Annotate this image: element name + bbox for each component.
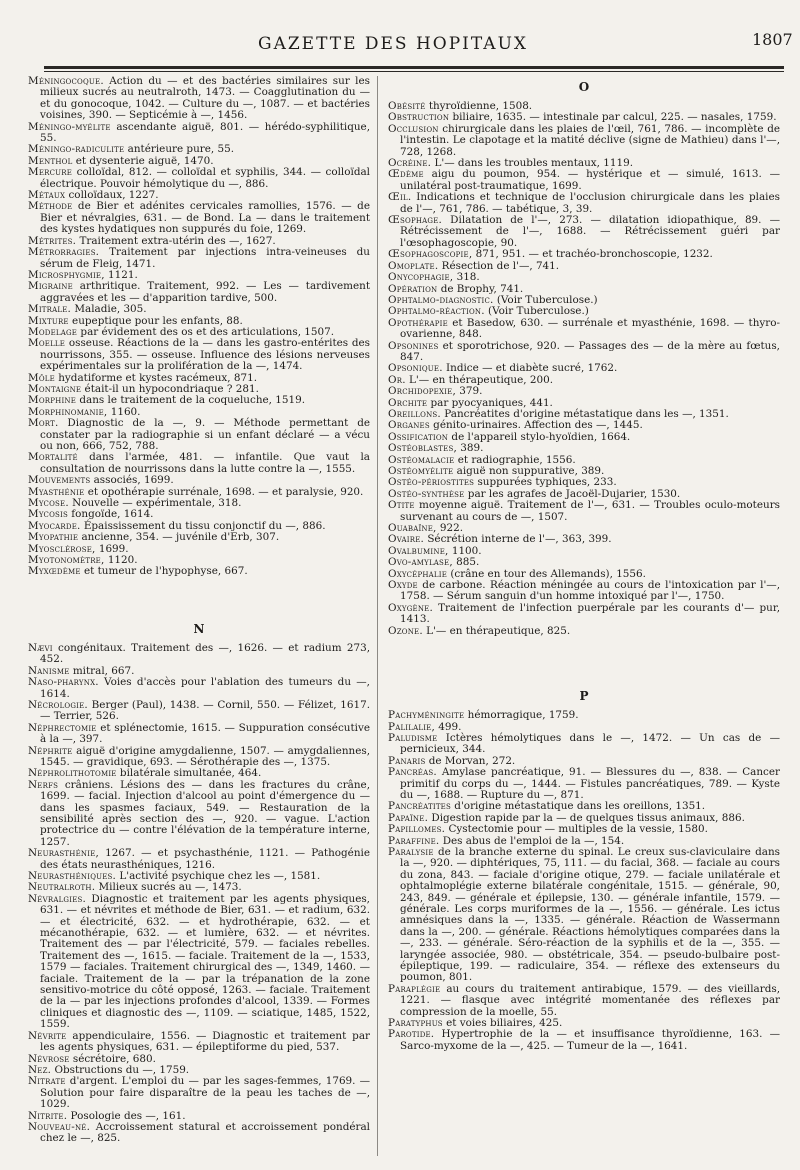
- entry-text: colloïdaux, 1227.: [65, 189, 159, 202]
- entry-text: hémorragique, 1759.: [464, 709, 579, 722]
- entry-headword: Otite: [388, 499, 415, 512]
- entry-headword: Œsophage.: [388, 214, 443, 227]
- index-entry: [28, 643, 370, 666]
- index-entry: [28, 1122, 370, 1145]
- entry-headword: Organes: [388, 419, 430, 432]
- entry-headword: Œsophagoscopie,: [388, 248, 473, 261]
- entry-text: 1267. — et psychasthénie, 1121. — Pathogénie des états neurasthéniques, 1216.: [40, 847, 370, 871]
- page-header: [0, 28, 800, 58]
- section-heading-n: N: [193, 621, 205, 636]
- entry-text: et sporotrichose, 920. — Passages des — de la mère au fœtus, 847.: [400, 339, 780, 363]
- entry-headword: Paludisme: [388, 731, 438, 744]
- entry-text: par pyocyaniques, 441.: [427, 396, 553, 409]
- entry-text: Épaississement du tissu conjonctif du —, 886.: [80, 519, 326, 532]
- o-entries: [388, 101, 780, 637]
- m-entries: [28, 76, 370, 578]
- entry-headword: Nécrologie.: [28, 698, 88, 711]
- entry-text: Cystectomie pour — multiples de la vessie, 1580.: [445, 823, 708, 836]
- index-entry: [28, 338, 370, 372]
- entry-text: 389.: [456, 442, 484, 455]
- entry-headword: Obstruction: [388, 111, 450, 124]
- index-entry: [28, 566, 370, 577]
- entry-text: et splénectomie, 1615. — Suppuration consécutive à la —, 397.: [40, 721, 370, 746]
- entry-headword: Panaris: [388, 754, 426, 767]
- entry-headword: Ostéoblastes,: [388, 442, 457, 455]
- entry-headword: Néphrolithotomie: [28, 767, 117, 780]
- page-number: 1807: [752, 30, 793, 49]
- entry-text: crâniens. Lésions des — dans les fractures du crâne, 1699. — facial. Injection d'alcool au point d'émergence du — dans les spasmes faciaux, 549. — Restauration de la sensibilité après section des —, 920. — vague. L'action protectrice du — contre l'élévation de la température interne, 1257.: [40, 778, 370, 848]
- entry-text: et radiographie, 1556.: [454, 453, 576, 466]
- index-entry: [28, 677, 370, 700]
- entry-headword: Ophtalmo-diagnostic.: [388, 293, 494, 306]
- n-entries: [28, 643, 370, 1145]
- entry-text: Traitement extra-utérin des —, 1627.: [76, 234, 276, 247]
- entry-headword: Mycosis: [28, 508, 68, 521]
- entry-headword: Paratyphus: [388, 1017, 443, 1030]
- left-column: [28, 76, 370, 1145]
- entry-text: de Bier et adénites cervicales ramollies, 1576. — de Bier et névralgies, 631. — de Bond. La — dans le traitement des kystes hydatiques non suppurés du foie, 1269.: [40, 200, 370, 236]
- entry-text: appendiculaire, 1556. — Diagnostic et traitement par les agents physiques, 631. — épileptiforme du pied, 537.: [40, 1029, 370, 1054]
- entry-text: fongoïde, 1614.: [68, 508, 154, 521]
- entry-text: 379.: [455, 385, 483, 398]
- entry-headword: Opsonique.: [388, 362, 443, 375]
- entry-text: 1699.: [95, 542, 129, 555]
- entry-headword: Paraffine.: [388, 834, 440, 847]
- entry-text: arthritique. Traitement, 992. — Les — tardivement aggravées et les — d'apparition tardive, 500.: [40, 280, 370, 304]
- entry-headword: Ostéomalacie: [388, 453, 455, 466]
- entry-headword: Nævi: [28, 641, 53, 654]
- entry-headword: Néphrectomie: [28, 721, 97, 734]
- entry-text: Dilatation de l'—, 273. — dilatation idiopathique, 89. — Rétrécissement de l'—, 1688. — Rétrécissement guéri par l'œsophagoscopie, 90.: [400, 214, 780, 249]
- index-entry: [388, 767, 780, 801]
- entry-headword: Ophtalmo-réaction.: [388, 305, 485, 318]
- entry-headword: Méningo-radiculite: [28, 143, 125, 156]
- entry-headword: Onycophagie,: [388, 271, 454, 284]
- entry-text: L'— en thérapeutique, 825.: [422, 624, 571, 637]
- entry-headword: Ovo-amylase,: [388, 556, 453, 569]
- entry-headword: Pancréatites: [388, 800, 451, 813]
- entry-text: par les agrafes de Jacoël-Dujarier, 1530.: [464, 487, 681, 500]
- entry-headword: Mycose.: [28, 497, 69, 510]
- index-entry: [28, 418, 370, 452]
- entry-text: Indications et technique de l'occlusion chirurgicale dans les plaies de l'—, 761, 786. — tabétique, 3, 39.: [400, 191, 780, 215]
- entry-text: 318.: [453, 271, 480, 284]
- entry-text: Sécrétion interne de l'—, 363, 399.: [424, 533, 612, 546]
- entry-text: 885.: [452, 556, 480, 569]
- entry-text: L'— en thérapeutique, 200.: [405, 373, 554, 386]
- entry-text: Indice — et diabète sucré, 1762.: [442, 362, 618, 375]
- entry-text: suppurées typhiques, 233.: [474, 476, 617, 489]
- entry-text: thyroïdienne, 1508.: [425, 100, 533, 112]
- entry-text: 922.: [436, 522, 464, 535]
- entry-headword: Mort.: [28, 417, 59, 430]
- entry-headword: Nouveau-né.: [28, 1120, 91, 1133]
- entry-headword: Palilalie,: [388, 720, 435, 733]
- index-entry: [28, 780, 370, 848]
- entry-text: Action du — et des bactéries similaires sur les milieux sucrés au neutralroth, 1473. — Coagglutination du — et du gonocoque, 1042. — Culture du —, 1087. — et bactéries voisines, 390. — Septicémie à —, 1456.: [40, 75, 370, 122]
- entry-text: antérieure pure, 55.: [124, 143, 235, 156]
- index-entry: [388, 580, 780, 603]
- p-entries: [388, 710, 780, 1052]
- entry-headword: Papaïne.: [388, 811, 429, 824]
- section-gap: [388, 637, 780, 685]
- entry-text: (Voir Tuberculose.): [484, 305, 589, 318]
- entry-text: Voies d'accès pour l'ablation des tumeurs du —, 1614.: [40, 676, 370, 700]
- entry-text: d'origine métastatique dans les oreillons, 1351.: [451, 800, 706, 813]
- index-entry: [388, 341, 780, 364]
- entry-headword: Omoplate.: [388, 259, 439, 272]
- index-entry: [388, 626, 780, 637]
- index-entry: [388, 215, 780, 249]
- entry-headword: Myocarde.: [28, 519, 81, 532]
- entry-headword: Neutralroth.: [28, 881, 96, 894]
- entry-text: associés, 1699.: [90, 474, 174, 487]
- entry-text: congénitaux. Traitement des —, 1626. — et radium 273, 452.: [40, 641, 370, 666]
- entry-headword: Myopathie: [28, 531, 79, 544]
- entry-headword: Méthode: [28, 200, 73, 213]
- entry-headword: Or.: [388, 373, 406, 386]
- entry-headword: Opsonines: [388, 339, 439, 352]
- entry-headword: Myxœdème: [28, 565, 81, 578]
- entry-text: sécrétoire, 680.: [69, 1052, 156, 1065]
- entry-text: dans l'armée, 481. — infantile. Que vaut la consultation de nourrissons dans la lutte contre la —, 1555.: [40, 451, 370, 475]
- column-divider: [377, 76, 378, 1156]
- entry-headword: Métrites.: [28, 234, 77, 247]
- entry-text: Posologie des —, 161.: [67, 1109, 186, 1122]
- entry-headword: Oreillons.: [388, 407, 441, 420]
- entry-text: par évidement des os et des articulations, 1507.: [77, 325, 335, 338]
- entry-text: (Voir Tuberculose.): [493, 293, 598, 306]
- entry-text: colloïdal, 812. — colloïdal et syphilis, 344. — colloïdal électrique. Pouvoir hémolytique du —, 886.: [40, 166, 370, 190]
- entry-headword: Menthol: [28, 154, 73, 167]
- entry-headword: Névrose: [28, 1052, 70, 1065]
- entry-headword: Névrite: [28, 1029, 67, 1042]
- entry-text: et Basedow, 630. — surrénale et myasthénie, 1698. — thyro-ovarienne, 848.: [400, 316, 780, 341]
- entry-text: Traitement de l'infection puerpérale par les courants d'— pur, 1413.: [400, 601, 780, 626]
- index-entry: [388, 500, 780, 523]
- entry-text: (crâne en tour des Allemands), 1556.: [447, 567, 646, 580]
- entry-headword: Méningocoque.: [28, 75, 104, 87]
- index-entry: [388, 603, 780, 626]
- entry-headword: Môle: [28, 371, 55, 384]
- entry-text: Pancréatites d'origine métastatique dans les —, 1351.: [440, 407, 729, 420]
- entry-headword: Paralysie: [388, 845, 434, 858]
- entry-headword: Nanisme: [28, 664, 70, 677]
- entry-text: Traitement par injections intra-veineuses du sérum de Fleig, 1471.: [40, 246, 370, 270]
- index-entry: [388, 124, 780, 158]
- entry-text: et tumeur de l'hypophyse, 667.: [80, 565, 248, 578]
- entry-headword: Ostéomyélite: [388, 465, 454, 477]
- entry-headword: Moelle: [28, 337, 66, 350]
- index-entry: [388, 318, 780, 341]
- entry-headword: Obésité: [388, 100, 426, 112]
- entry-headword: Métaux: [28, 189, 66, 202]
- section-heading-o: O: [578, 80, 590, 94]
- index-entry: [28, 894, 370, 1031]
- entry-text: Digestion rapide par la — de quelques tissus animaux, 886.: [428, 811, 745, 824]
- entry-text: Hypertrophie de la — et insuffisance thyroïdienne, 163. — Sarco-myxome de la —, 425. — Tumeur de la —, 1641.: [400, 1028, 780, 1052]
- entry-headword: Ostéo-périostites: [388, 476, 475, 489]
- entry-headword: Mitrale.: [28, 303, 72, 316]
- entry-headword: Métrorragies.: [28, 246, 100, 259]
- entry-headword: Nez.: [28, 1063, 52, 1076]
- entry-headword: Nerfs: [28, 778, 59, 791]
- entry-text: 1121.: [104, 268, 138, 281]
- entry-headword: Paraplégie: [388, 982, 441, 995]
- entry-headword: Orchite: [388, 396, 428, 409]
- entry-headword: Ossification: [388, 430, 449, 443]
- entry-headword: Ostéo-synthèse: [388, 487, 465, 500]
- entry-headword: Ovalbumine,: [388, 544, 449, 557]
- entry-text: et dysenterie aiguë, 1470.: [72, 154, 214, 167]
- index-entry: [388, 984, 780, 1018]
- index-entry: [28, 746, 370, 769]
- entry-text: 1120.: [104, 554, 138, 567]
- entry-text: génito-urinaires. Affection des —, 1445.: [429, 419, 643, 432]
- index-entry: [388, 733, 780, 756]
- entry-text: de carbone. Réaction méningée au cours de l'intoxication par l'—, 1758. — Sérum sanguin d'un homme intoxiqué par l'—, 1750.: [400, 579, 780, 603]
- entry-text: L'activité psychique chez les —, 1581.: [116, 870, 321, 882]
- entry-headword: Naso-pharynx.: [28, 676, 99, 689]
- entry-headword: Ozone.: [388, 624, 423, 637]
- entry-text: et opothérapie surrénale, 1698. — et paralysie, 920.: [84, 485, 364, 498]
- index-entry: [28, 452, 370, 475]
- entry-text: 1160.: [107, 405, 141, 418]
- entry-text: moyenne aiguë. Traitement de l'—, 631. — Troubles oculo-moteurs survenant au cours de —, 1507.: [400, 499, 780, 523]
- entry-text: Milieux sucrés au —, 1473.: [95, 881, 242, 894]
- entry-headword: Nitrate: [28, 1075, 66, 1088]
- entry-text: Obstructions du —, 1759.: [51, 1063, 190, 1076]
- entry-headword: Pachyméningite: [388, 709, 465, 722]
- entry-text: 871, 951. — et trachéo-bronchoscopie, 1232.: [472, 248, 713, 261]
- entry-headword: Ocréine.: [388, 157, 432, 170]
- entry-headword: Mixture: [28, 314, 69, 327]
- entry-text: et voies biliaires, 425.: [442, 1017, 563, 1030]
- entry-text: osseuse. Réactions de la — dans les gastro-entérites des nourrissons, 355. — osseuse. Influence des lésions nerveuses expérimentales sur la prolifération de la —, 1474.: [40, 337, 370, 373]
- entry-text: eupeptique pour les enfants, 88.: [68, 314, 243, 327]
- entry-text: Berger (Paul), 1438. — Cornil, 550. — Félizet, 1617. — Terrier, 526.: [40, 698, 370, 723]
- index-entry: [28, 848, 370, 871]
- entry-headword: Œdème: [388, 168, 424, 181]
- entry-text: biliaire, 1635. — intestinale par calcul, 225. — nasales, 1759.: [449, 111, 777, 124]
- entry-text: Nouvelle — expérimentale, 318.: [68, 497, 242, 510]
- entry-text: 499.: [435, 720, 462, 733]
- index-entry: [28, 247, 370, 270]
- entry-text: L'— dans les troubles mentaux, 1119.: [431, 157, 634, 170]
- entry-headword: Microsphygmie,: [28, 268, 105, 281]
- index-entry: [28, 1031, 370, 1054]
- entry-headword: Pancréas.: [388, 766, 437, 779]
- entry-text: ascendante aiguë, 801. — hérédo-syphilitique, 55.: [40, 120, 370, 145]
- entry-headword: Neurasthéniques.: [28, 870, 117, 882]
- entry-headword: Opération: [388, 282, 438, 295]
- entry-headword: Papillomes.: [388, 823, 446, 836]
- index-entry: [388, 192, 780, 215]
- entry-headword: Œil.: [388, 191, 412, 204]
- entry-text: de Morvan, 272.: [425, 754, 516, 767]
- index-entry: [28, 201, 370, 235]
- entry-text: aigu du poumon, 954. — hystérique et — simulé, 1613. — unilatéral post-traumatique, 1699.: [400, 168, 780, 192]
- entry-headword: Myosclérose,: [28, 542, 96, 555]
- entry-text: de Brophy, 741.: [437, 282, 524, 295]
- entry-text: Résection de l'—, 741.: [438, 259, 560, 272]
- section-heading-p: P: [579, 689, 589, 704]
- entry-headword: Méningo-myélite: [28, 120, 111, 133]
- entry-headword: Mouvements: [28, 474, 91, 487]
- index-entry: [388, 169, 780, 192]
- entry-text: d'argent. L'emploi du — par les sages-femmes, 1769. — Solution pour faire disparaître de la peau les taches de —, 1029.: [40, 1075, 370, 1111]
- entry-text: de la branche externe du spinal. Le creux sus-claviculaire dans la —, 920. — diphtériques, 75, 111. — du facial, 368. — faciale au cours du zona, 843. — faciale d'origine otique, 279. — faciale unilatérale et ophtalmoplégie externe bilatérale congénitale, 1515. — générale, 90, 243, 849. — générale et épilepsie, 130. — générale infantile, 1579. — générale. Les corps muriformes de la —, 1556. — générale. Les ictus amnésiques dans la —, 1335. — générale. Réaction de Wassermann dans la —, 200. — générale. Réactions hémolytiques comparées dans la —, 233. — générale. Séro-réaction de la syphilis et de la —, 355. — laryngée associée, 980. — obstétricale, 354. — pseudo-bulbaire post-épileptique, 199. — radiculaire, 354. — réflexe des extenseurs du poumon, 801.: [400, 845, 780, 984]
- entry-text: chirurgicale dans les plaies de l'œil, 761, 786. — incomplète de l'intestin. Le clapotage et la matité déclive (signe de Mathieu) dans l'—, 728, 1268.: [400, 122, 780, 158]
- entry-text: Accroissement statural et accroissement pondéral chez le —, 825.: [40, 1120, 370, 1145]
- right-column: [388, 76, 780, 1052]
- entry-text: hydatiforme et kystes racémeux, 871.: [54, 371, 258, 384]
- index-entry: [28, 122, 370, 145]
- entry-text: dans le traitement de la coqueluche, 1519.: [76, 394, 306, 407]
- entry-text: bilatérale simultanée, 464.: [116, 767, 262, 780]
- entry-text: 1100.: [448, 544, 482, 557]
- entry-headword: Morphine: [28, 394, 77, 407]
- entry-text: Diagnostic de la —, 9. — Méthode permettant de constater par la radiographie si un enfant déclaré — a vécu ou non, 666, 752, 788.: [40, 417, 370, 452]
- entry-headword: Myasthénie: [28, 485, 85, 498]
- index-entry: [388, 1029, 780, 1052]
- index-entry: [28, 76, 370, 122]
- entry-headword: Néphrite: [28, 744, 73, 757]
- entry-headword: Nitrite.: [28, 1109, 68, 1122]
- entry-headword: Migraine: [28, 280, 73, 293]
- entry-headword: Ouabaïne,: [388, 522, 437, 535]
- entry-text: Ictères hémolytiques dans le —, 1472. — Un cas de — pernicieux, 344.: [400, 731, 780, 756]
- entry-headword: Occlusion: [388, 122, 439, 135]
- entry-text: Des abus de l'emploi de la —, 154.: [439, 834, 625, 847]
- index-entry: [388, 847, 780, 984]
- entry-headword: Montaigne: [28, 382, 82, 395]
- entry-text: mitral, 667.: [69, 664, 135, 677]
- entry-headword: Modelage: [28, 325, 78, 338]
- section-gap: [28, 578, 370, 618]
- entry-text: Maladie, 305.: [71, 303, 147, 316]
- entry-headword: Myotonomètre,: [28, 554, 105, 567]
- entry-headword: Morphinomanie,: [28, 405, 108, 418]
- index-entry: [28, 1076, 370, 1110]
- entry-headword: Névralgies.: [28, 892, 86, 905]
- entry-headword: Oxycéphalie: [388, 567, 448, 580]
- entry-text: Amylase pancréatique, 91. — Blessures du —, 838. — Cancer primitif du corps du —, 1444. — Fistules pancréatiques, 789. — Kyste du —, 1688. — Rupture du —, 871.: [400, 766, 780, 801]
- entry-headword: Opothérapie: [388, 316, 448, 329]
- index-entry: [28, 167, 370, 190]
- header-rule-thin: [44, 71, 784, 72]
- index-entry: [28, 723, 370, 746]
- entry-headword: Neurasthénie,: [28, 847, 100, 860]
- entry-text: de l'appareil stylo-hyoïdien, 1664.: [448, 430, 631, 443]
- entry-text: Diagnostic et traitement par les agents physiques, 631. — et névrites et méthode de Bier, 631. — et radium, 632. — et électricité, 632. — et hydrothérapie, 632. — et mécanothérapie, 632. — et lumière, 632. — et névrites. Traitement des — par l'électricité, 579. — faciales rebelles. Traitement des —, 1615. — faciale. Traitement de la —, 1533, 1579 — faciales. Traitement chirurgical des —, 1349, 1460. — faciale. Traitement de la — par la trépanation de la zone sensitivo-motrice du côté opposé, 1263. — faciale. Traitement de la — par les injections profondes d'alcool, 1339. — Formes cliniques et diagnostic des —, 1109. — sciatique, 1485, 1522, 1559.: [40, 892, 370, 1031]
- entry-text: ancienne, 354. — juvénile d'Erb, 307.: [78, 531, 280, 544]
- entry-headword: Mercure: [28, 166, 73, 179]
- header-rule-thick: [44, 66, 784, 69]
- entry-headword: Oxygène.: [388, 601, 433, 614]
- entry-headword: Ovaire.: [388, 533, 425, 546]
- entry-headword: Mortalité: [28, 451, 78, 464]
- index-entry: [28, 700, 370, 723]
- entry-text: était-il un hypocondriaque ? 281.: [81, 382, 259, 395]
- entry-text: aiguë non suppurative, 389.: [453, 465, 605, 477]
- entry-headword: Oxyde: [388, 579, 418, 592]
- entry-text: aiguë d'origine amygdalienne, 1507. — amygdaliennes, 1545. — gravidique, 693. — Sérothérapie des —, 1375.: [40, 744, 370, 768]
- index-entry: [28, 281, 370, 304]
- entry-headword: Orchidopexie,: [388, 385, 456, 398]
- entry-text: au cours du traitement antirabique, 1579. — des vieillards, 1221. — flasque avec intégrité momentanée des réflexes par compression de la moelle, 55.: [400, 982, 780, 1018]
- running-title: GAZETTE DES HOPITAUX: [258, 34, 529, 54]
- entry-headword: Parotide.: [388, 1028, 435, 1041]
